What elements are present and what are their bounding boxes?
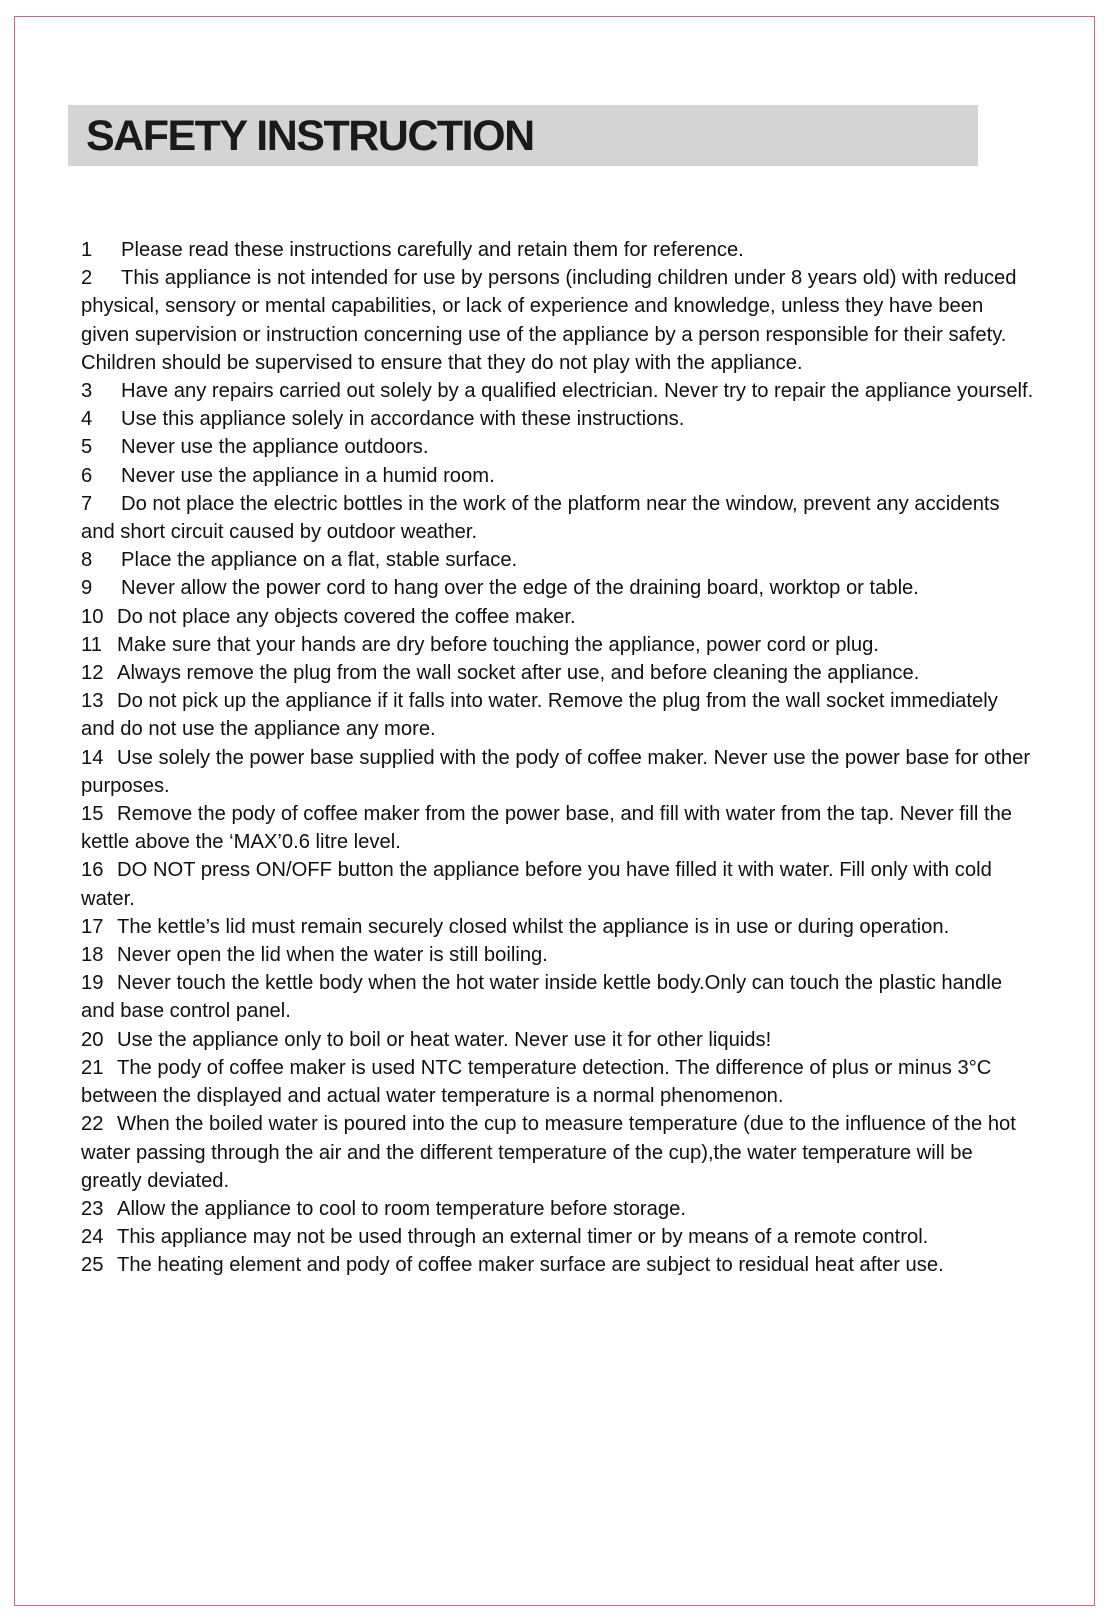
item-text: Place the appliance on a flat, stable surface.: [121, 549, 518, 572]
instruction-item: [81, 1251, 1036, 1279]
instruction-item: [81, 800, 1036, 856]
item-number: 2: [81, 267, 93, 290]
page-title: SAFETY INSTRUCTION: [86, 112, 534, 160]
item-text: Allow the appliance to cool to room temperature before storage.: [117, 1197, 686, 1220]
instruction-item: [81, 941, 1036, 969]
item-number: 25: [81, 1254, 104, 1277]
item-text: Make sure that your hands are dry before touching the appliance, power cord or plug.: [117, 633, 879, 656]
instruction-item: [81, 687, 1036, 743]
item-number: 20: [81, 1028, 104, 1051]
instruction-item: [81, 433, 1036, 461]
item-text: Do not place the electric bottles in the work of the platform near the window, prevent any accidents and short circuit caused by outdoor weather.: [81, 492, 1000, 544]
instruction-item: [81, 264, 1036, 377]
item-text: The heating element and pody of coffee maker surface are subject to residual heat after use.: [117, 1254, 944, 1277]
item-number: 6: [81, 464, 93, 487]
item-text: Use the appliance only to boil or heat water. Never use it for other liquids!: [117, 1028, 772, 1051]
item-text: This appliance is not intended for use by persons (including children under 8 years old) with reduced physical, sensory or mental capabilities, or lack of experience and knowledge, unless they have been given supervision or instruction concerning use of the appliance by a person responsible for their safety. Children should be supervised to ensure that they do not play with the appliance.: [81, 267, 1017, 374]
item-text: Never use the appliance outdoors.: [121, 436, 429, 459]
item-number: 7: [81, 492, 93, 515]
item-number: 19: [81, 972, 104, 995]
item-text: Use solely the power base supplied with the pody of coffee maker. Never use the power base for other purposes.: [81, 746, 1031, 797]
item-number: 8: [81, 549, 93, 572]
instruction-item: [81, 856, 1036, 912]
instruction-item: [81, 490, 1036, 546]
item-text: DO NOT press ON/OFF button the appliance before you have filled it with water. Fill only with cold water.: [81, 859, 992, 910]
instruction-item: [81, 1195, 1036, 1223]
instruction-list: [81, 236, 1036, 1280]
instruction-item: [81, 377, 1036, 405]
item-number: 17: [81, 915, 104, 938]
item-number: 24: [81, 1226, 104, 1249]
instruction-item: [81, 913, 1036, 941]
item-number: 12: [81, 662, 104, 685]
item-text: Never use the appliance in a humid room.: [121, 464, 495, 487]
instruction-item: [81, 744, 1036, 800]
item-number: 11: [81, 633, 102, 656]
item-number: 18: [81, 944, 104, 967]
title-banner: [68, 105, 978, 166]
instruction-item: [81, 236, 1036, 264]
item-number: 21: [81, 1056, 104, 1079]
item-number: 5: [81, 436, 93, 459]
item-text: Do not pick up the appliance if it falls into water. Remove the plug from the wall socket immediately and do not use the appliance any more.: [81, 690, 998, 741]
item-text: Never allow the power cord to hang over the edge of the draining board, worktop or table.: [121, 577, 919, 600]
item-text: The kettle’s lid must remain securely closed whilst the appliance is in use or during operation.: [117, 915, 950, 938]
item-number: 10: [81, 605, 104, 628]
instruction-item: [81, 1054, 1036, 1110]
instruction-item: [81, 1223, 1036, 1251]
item-text: This appliance may not be used through an external timer or by means of a remote control.: [117, 1226, 929, 1249]
item-text: Always remove the plug from the wall socket after use, and before cleaning the appliance.: [117, 662, 920, 685]
instruction-item: [81, 631, 1036, 659]
item-number: 4: [81, 408, 93, 431]
item-number: 14: [81, 746, 104, 769]
item-text: Never open the lid when the water is still boiling.: [117, 944, 548, 967]
item-number: 3: [81, 380, 93, 403]
item-text: When the boiled water is poured into the cup to measure temperature (due to the influence of the hot water passing through the air and the different temperature of the cup),the water temperature will be greatly deviated.: [81, 1113, 1016, 1192]
item-number: 9: [81, 577, 93, 600]
instruction-item: [81, 574, 1036, 602]
item-number: 13: [81, 690, 104, 713]
instruction-item: [81, 659, 1036, 687]
instruction-item: [81, 462, 1036, 490]
item-text: Do not place any objects covered the coffee maker.: [117, 605, 576, 628]
instruction-item: [81, 603, 1036, 631]
item-number: 15: [81, 803, 104, 826]
item-number: 23: [81, 1197, 104, 1220]
item-number: 22: [81, 1113, 104, 1136]
instruction-item: [81, 1026, 1036, 1054]
item-text: Have any repairs carried out solely by a qualified electrician. Never try to repair the appliance yourself.: [121, 380, 1034, 403]
instruction-item: [81, 1110, 1036, 1195]
item-number: 1: [81, 239, 93, 261]
item-text: The pody of coffee maker is used NTC temperature detection. The difference of plus or minus 3°C between the displayed and actual water temperature is a normal phenomenon.: [81, 1056, 992, 1108]
instruction-item: [81, 546, 1036, 574]
item-number: 16: [81, 859, 104, 882]
item-text: Please read these instructions carefully and retain them for reference.: [121, 239, 744, 261]
item-text: Remove the pody of coffee maker from the power base, and fill with water from the tap. Never fill the kettle above the ‘MAX’0.6 litre level.: [81, 803, 1013, 854]
item-text: Use this appliance solely in accordance with these instructions.: [121, 408, 685, 431]
instruction-item: [81, 969, 1036, 1025]
item-text: Never touch the kettle body when the hot water inside kettle body.Only can touch the plastic handle and base control panel.: [81, 972, 1003, 1023]
instruction-item: [81, 405, 1036, 433]
